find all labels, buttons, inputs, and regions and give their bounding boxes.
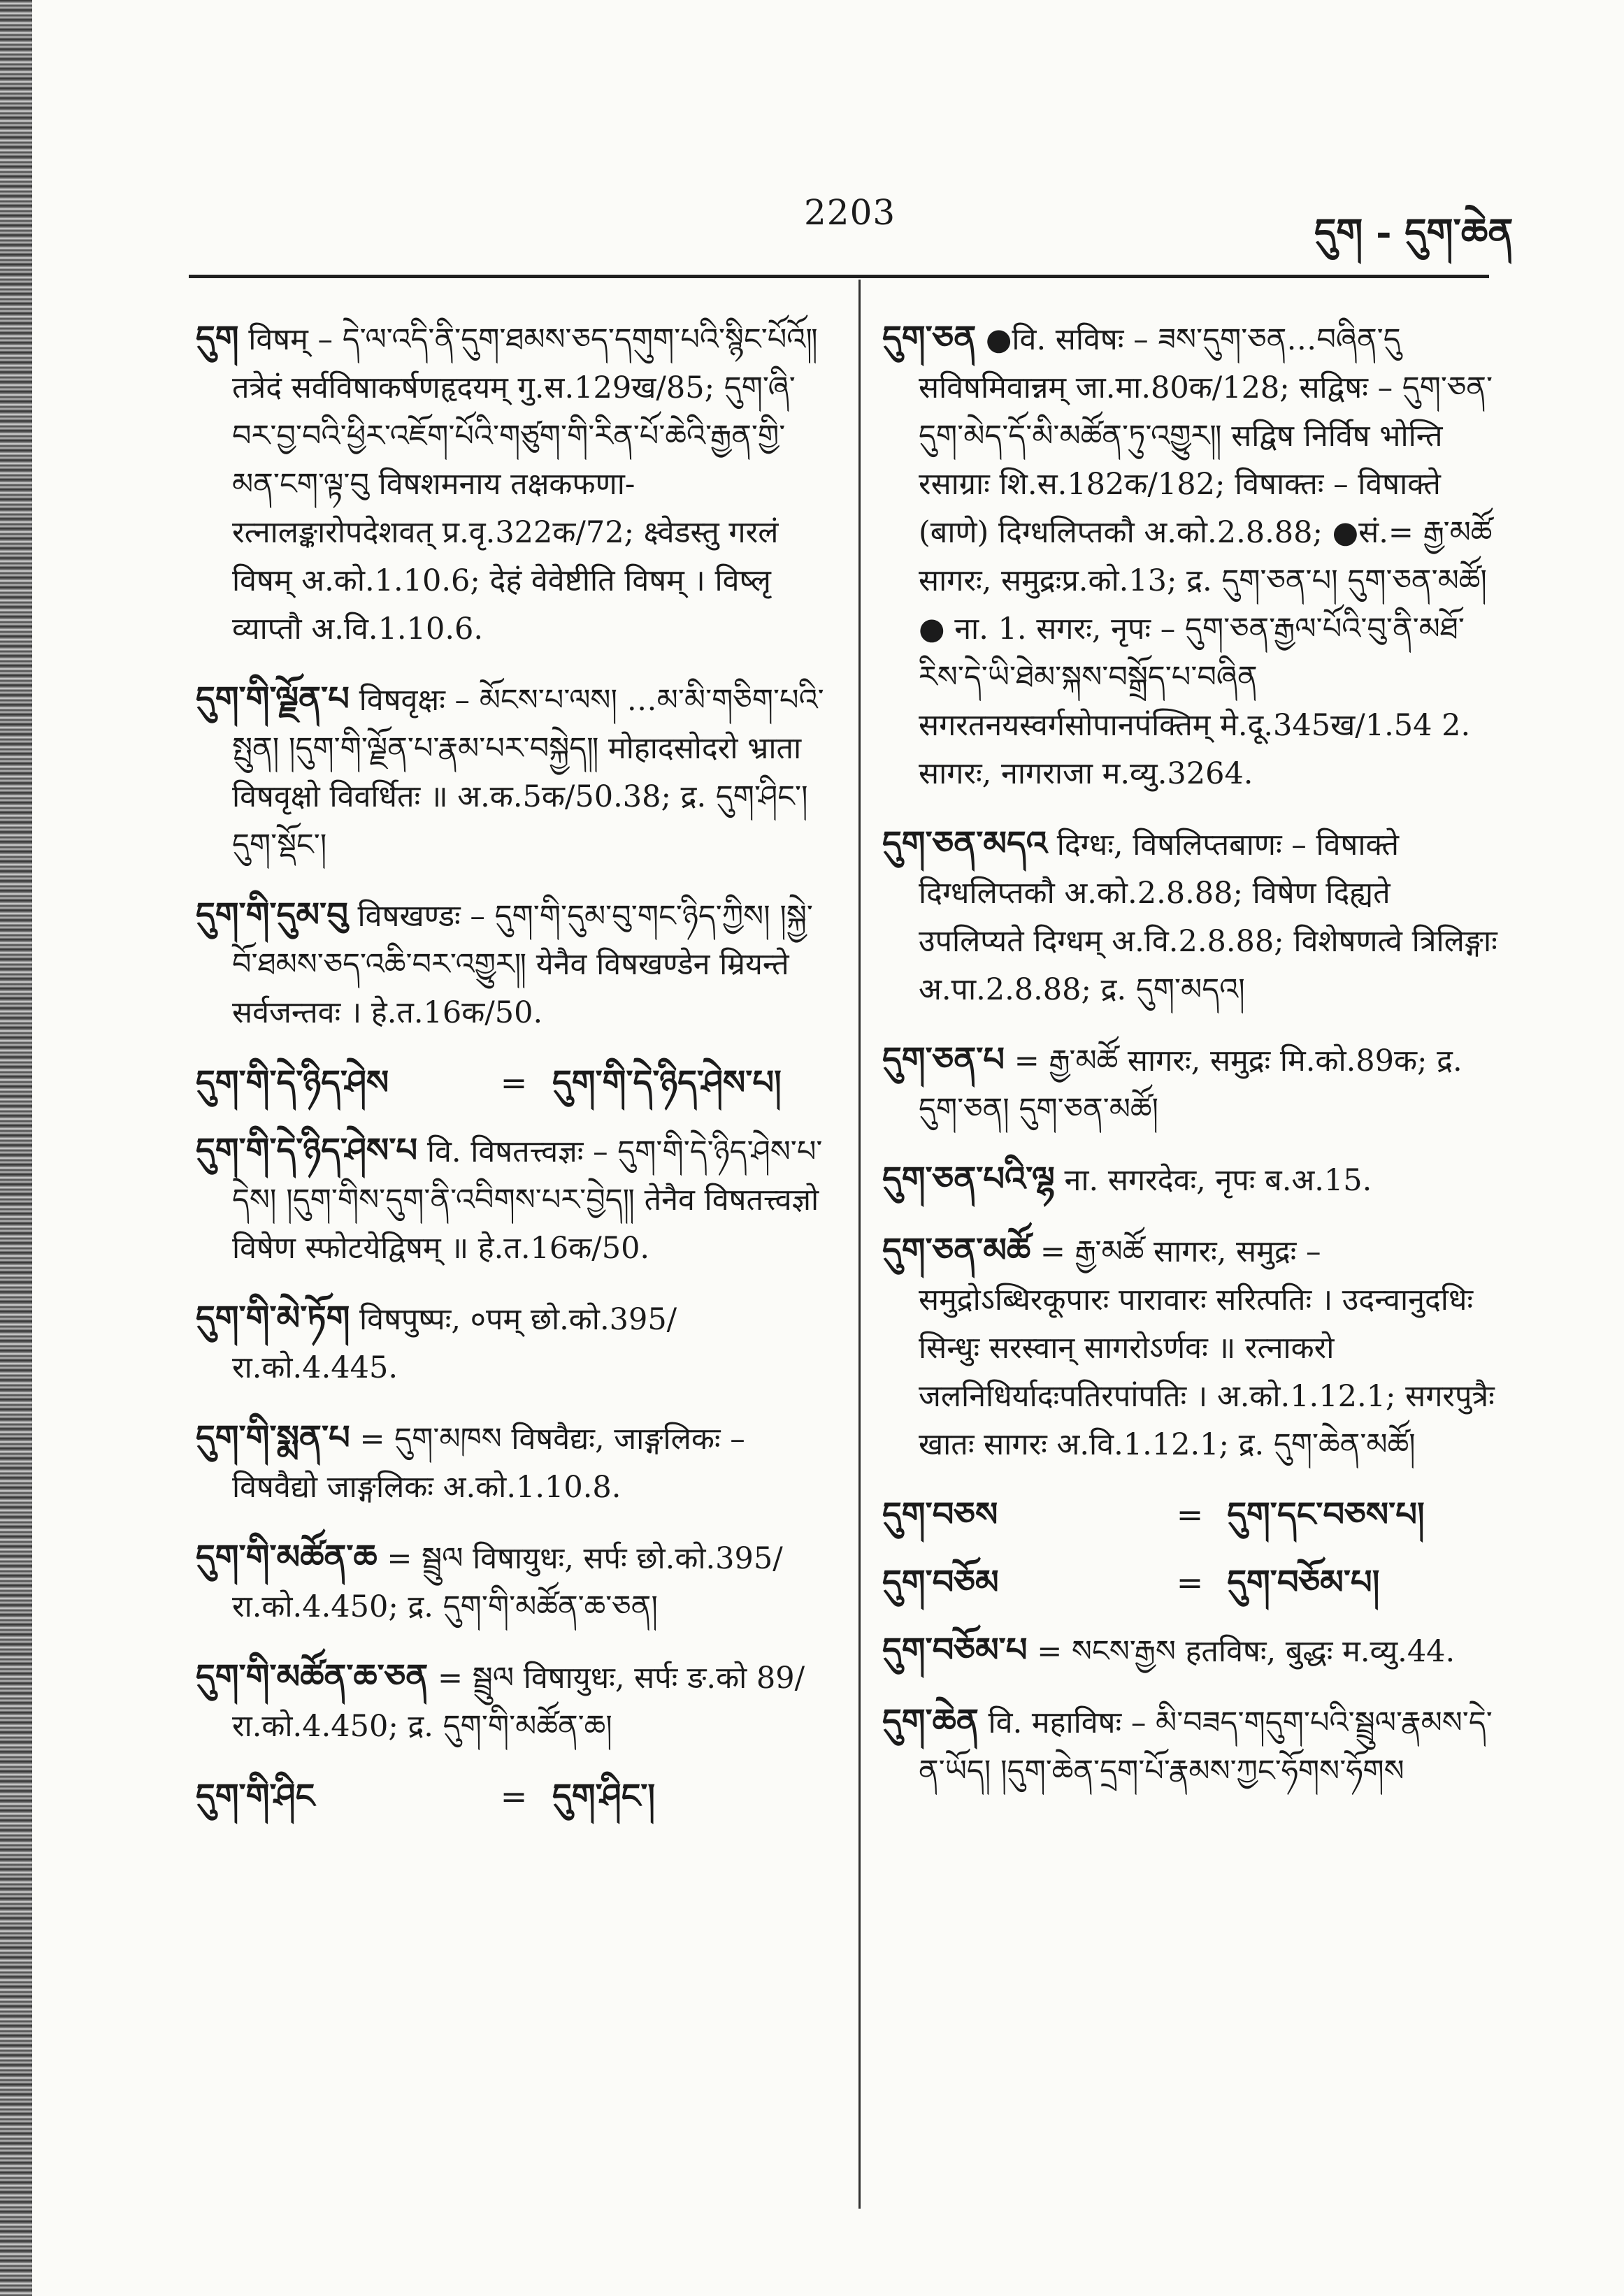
entry-headword: དུག་ཅན [882,319,977,358]
entry-definition: ना. सगरदेवः, नृपः ब.अ.15. [1064,1163,1372,1198]
entry-headword: དུག་བཅོམ་པ [882,1631,1028,1670]
entry-headword: དུག [196,319,239,358]
entry-headword: དུག་གི་ལྗོན་པ [196,679,350,719]
cross-reference-target: དུག་ཤིང་། [552,1777,656,1816]
entry-definition: विषवृक्षः – མོངས་པ་ལས། …མ་མི་གཅིག་པའི་སྤུན། །དུག་གི་ལྗོན་པ་རྣམ་པར་བསྐྱེད༎ मोहादसोदरो भ्राता विषवृक्षो विवर्धितः ॥ अ.क.5क/50.38; द्र. དུག་ཤིང་། དུག་སྡོང་། [232,683,824,862]
right-column [882,315,1497,1817]
entry-definition: वि. महाविषः – མི་བཟད་གདུག་པའི་སྦྲུལ་རྣམས་དེ་ན་ཡོད། །དུག་ཆེན་དྲག་པོ་རྣམས་ཀྱང་ཧོགས་ཧོགས [919,1705,1493,1789]
dictionary-entry [196,675,832,869]
entry-definition: वि. विषतत्त्वज्ञः – དུག་གི་དེ་ཉིད་ཤེས་པ་དེས། །དུག་གིས་དུག་ནི་འབིགས་པར་བྱེད༎ तेनैव विषतत्त्वज्ञो विषेण स्फोटयेद्विषम् ॥ हे.त.16क/50. [232,1134,823,1266]
entry-definition: = རྒྱ་མཚོ सागरः, समुद्रः मि.को.89क; द्र. དུག་ཅན། དུག་ཅན་མཚོ། [919,1044,1463,1127]
dictionary-entry [882,1698,1497,1796]
dictionary-entry [882,1626,1497,1676]
entry-definition: = རྒྱ་མཚོ सागरः, समुद्रः – समुद्रोऽब्धिरकूपारः पारावारः सरित्पतिः । उदन्वानुदधिः सिन्धुः सरस्वान् सागरोऽर्णवः ॥ रत्नाकरो जलनिधिर्यादःपतिरपांपतिः । अ.को.1.12.1; सगरपुत्रैः खातः सागरः अ.वि.1.12.1; द्र. དུག་ཆེན་མཚོ། [919,1234,1495,1462]
left-column [196,315,832,1840]
entry-headword: དུག་ཅན་པའི་ལྷ [882,1160,1055,1199]
cross-reference-target: དུག་དང་བཅས་པ། [1227,1495,1425,1534]
entry-definition: दिग्धः, विषलिप्तबाणः – विषाक्ते दिग्धलिप्तकौ अ.को.2.8.88; विषेण दिह्यते उपलिप्यते दिग्धम् अ.वि.2.8.88; विशेषणत्वे त्रिलिङ्गाः अ.पा.2.8.88; द्र. དུག་མདའ། [919,828,1497,1007]
equals-sign: = [1176,1496,1204,1533]
dictionary-entry [882,315,1497,798]
entry-headword: དུག་ཆེན [882,1702,979,1741]
scan-binding-edge [0,0,32,2296]
cross-reference-entry [882,1491,1497,1539]
entry-headword: དུག་ཅན་པ [882,1040,1005,1079]
entry-headword: དུག་གི་དུམ་བུ [196,895,348,934]
equals-sign: = [500,1777,528,1815]
entry-headword: དུག་ཅན་མཚོ [882,1231,1031,1270]
entry-headword: དུག་གི་མཚོན་ཆ [196,1538,378,1577]
entry-headword: དུག་གི་སྨན་པ [196,1418,350,1457]
dictionary-entry [882,1227,1497,1469]
header-rule [189,275,1489,278]
dictionary-entry [196,315,832,654]
entry-headword: དུག་གི་དེ་ཉིད་ཤེས་པ [196,1131,418,1170]
entry-headword: དུག་གི་མཚོན་ཆ་ཅན [196,1657,429,1696]
cross-reference-target: དུག་གི་དེ་ཉིད་ཤེས་པ། [552,1063,782,1102]
entry-definition: = སངས་རྒྱས हतविषः, बुद्धः म.व्यु.44. [1037,1634,1456,1669]
cross-reference-target: དུག་བཅོམ་པ། [1227,1563,1380,1602]
dictionary-entry [882,1036,1497,1134]
dictionary-entry [196,1533,832,1631]
entry-definition: विषम् – དེ་ལ་འདི་ནི་དུག་ཐམས་ཅད་དགུག་པའི་སྙིང་པོའོ༎ तत्रेदं सर्वविषाकर्षणहृदयम् गु.स.129ख/85; དུག་ཞི་བར་བྱ་བའི་ཕྱིར་འཇོག་པོའི་གཙུག་གི་རིན་པོ་ཆེའི་རྒྱན་གྱི་མན་ངག་ལྟ་བུ विषशमनाय तक्षकफणा-रत्नालङ्कारोपदेशवत् प्र.वृ.322क/72; क्ष्वेडस्तु गरलं विषम् अ.को.1.10.6; देहं वेवेष्टीति विषम् । विष्लृ व्याप्तौ अ.वि.1.10.6. [232,322,818,647]
dictionary-entry [882,1155,1497,1205]
entry-definition: = སྦྲུལ विषायुधः, सर्पः छो.को.395/रा.को.4.450; द्र. དུག་གི་མཚོན་ཆ་ཅན། [232,1541,783,1624]
entry-headword: དུག་ཅན་མདའ [882,824,1048,863]
dictionary-entry [196,1294,832,1392]
entry-definition: ●वि. सविषः – ཟས་དུག་ཅན…བཞིན་དུ सविषमिवान्नम् जा.मा.80क/128; सद्विषः – དུག་ཅན་དུག་མེད་དོ་མི་མཚོན་ཏུ་འགྱུར༎ सद्विष निर्विष भोन्ति रसाग्राः शि.स.182क/182; विषाक्तः – विषाक्ते (बाणे) दिग्धलिप्तकौ अ.को.2.8.88; ●सं.= རྒྱ་མཚོ सागरः, समुद्रःप्र.को.13; द्र. དུག་ཅན་པ། དུག་ཅན་མཚོ། ● ना. 1. सगरः, नृपः – དུག་ཅན་རྒྱལ་པོའི་བུ་ནི་མཐོ་རིས་དེ་ཡི་ཐེམ་སྐས་བསྒྲོད་པ་བཞིན सगरतनयस्वर्गसोपानपंक्तिम् मे.दू.345ख/1.54 2. सागरः, नागराजा म.व्यु.3264. [919,322,1493,791]
dictionary-entry [882,820,1497,1014]
column-divider [858,280,861,2209]
entry-definition: विषपुष्पः, ०पम् छो.को.395/रा.को.4.445. [232,1302,677,1385]
entry-definition: = དུག་མཁས विषवैद्यः, जाङ्गलिकः – विषवैद्यो जाङ्गलिकः अ.को.1.10.8. [232,1422,745,1505]
dictionary-entry [196,891,832,1037]
entry-headword: དུག་གི་མེ་ཏོག [196,1299,350,1338]
dictionary-entry [196,1653,832,1751]
running-head: དུག - དུག་ཆེན [1314,210,1514,254]
equals-sign: = [1176,1564,1204,1601]
cross-reference-entry [196,1772,832,1821]
equals-sign: = [500,1064,528,1102]
entry-definition: = སྦྲུལ विषायुधः, सर्पः ङ.को 89/रा.को.4.450; द्र. དུག་གི་མཚོན་ཆ། [232,1661,805,1744]
entry-headword: དུག་གི་དེ་ཉིད་ཤེས [196,1063,389,1102]
entry-headword: དུག་བཅོམ [882,1563,999,1602]
dictionary-entry [196,1127,832,1273]
page-number: 2203 [804,192,896,233]
dictionary-entry [196,1414,832,1512]
entry-headword: དུག་གི་ཤིང [196,1777,315,1816]
cross-reference-entry [196,1059,832,1107]
cross-reference-entry [882,1559,1497,1607]
entry-headword: དུག་བཅས [882,1495,998,1534]
entry-definition: विषखण्डः – དུག་གི་དུམ་བུ་གང་ཉིད་ཀྱིས། །སྐྱེ་བོ་ཐམས་ཅད་འཆི་བར་འགྱུར༎ येनैव विषखण्डेन म्रियन्ते सर्वजन्तवः । हे.त.16क/50. [232,899,813,1030]
